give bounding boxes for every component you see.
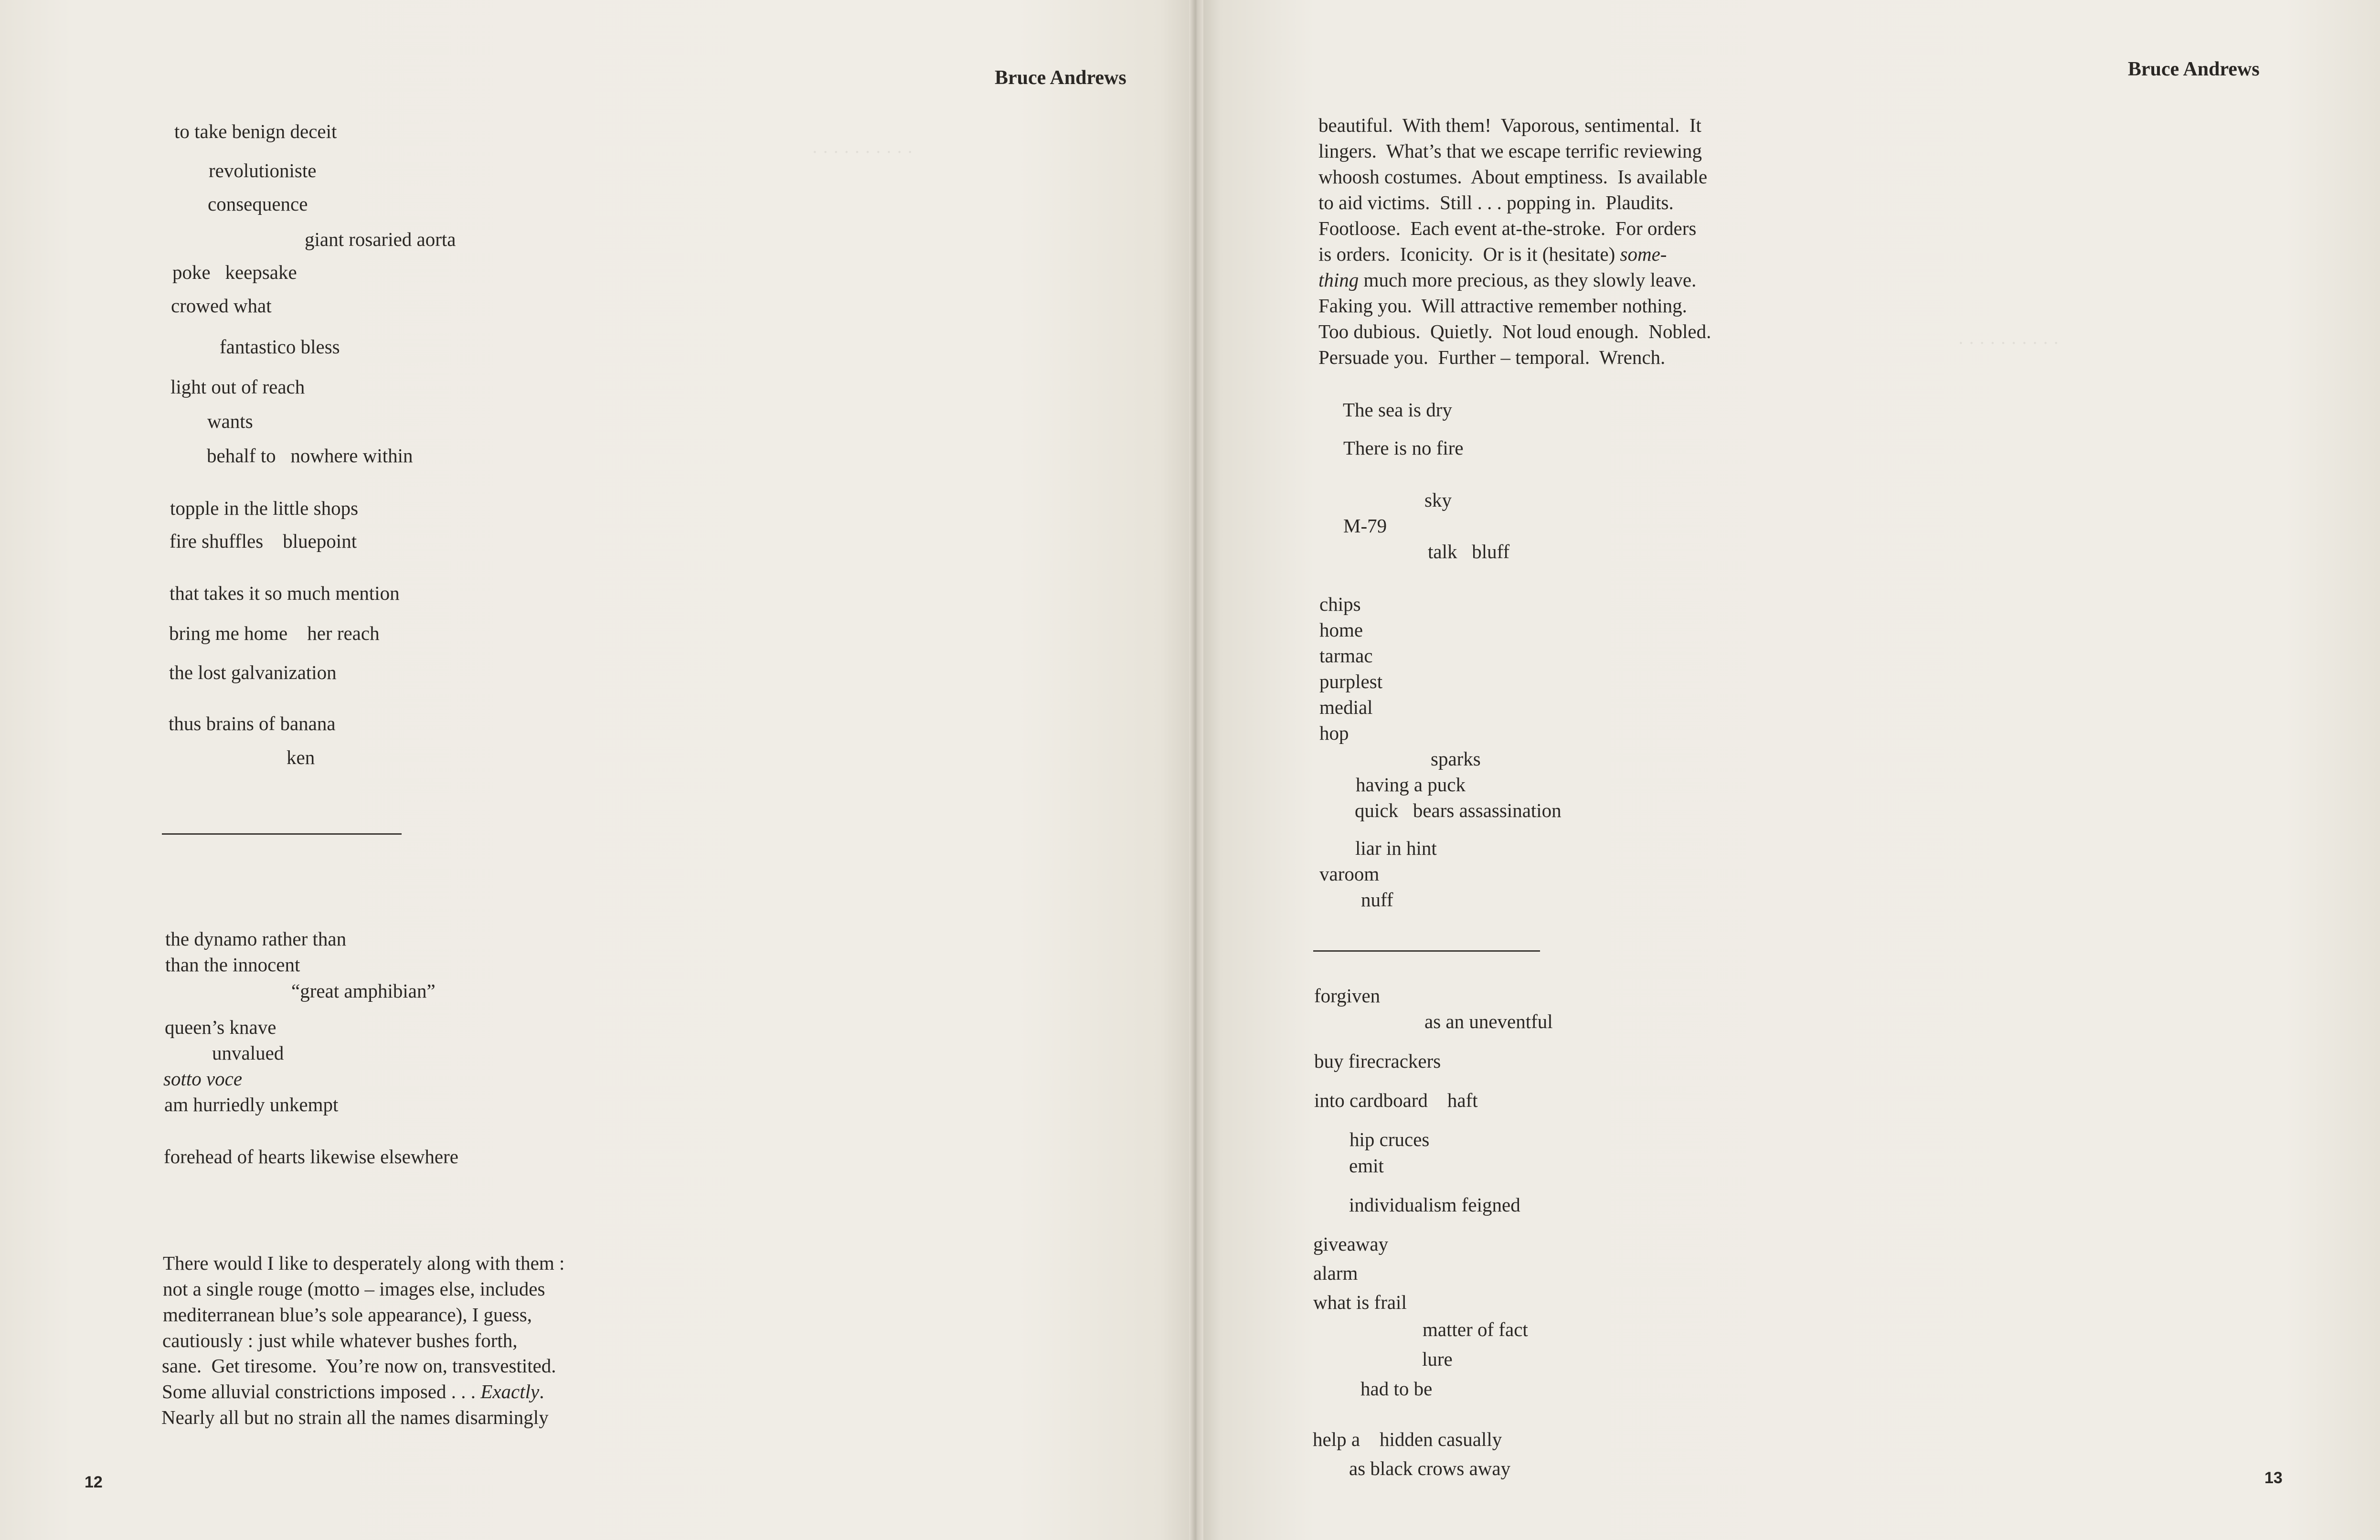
prose-line: is orders. Iconicity. Or is it (hesitate) some-: [1318, 243, 1667, 265]
show-through-right: · · · · · · · · · ·: [1958, 333, 2060, 353]
poem-line: sky: [1424, 489, 1452, 511]
section-divider: [1313, 950, 1540, 952]
prose-line: Faking you. Will attractive remember nothing.: [1318, 295, 1687, 317]
poem-line: The sea is dry: [1343, 399, 1452, 421]
poem-line: matter of fact: [1423, 1318, 1528, 1340]
prose-line: to aid victims. Still . . . popping in. Plaudits.: [1318, 191, 1674, 213]
prose-line: sane. Get tiresome. You’re now on, transvestited.: [162, 1355, 556, 1377]
poem-line: home: [1319, 619, 1363, 641]
page-number-left: 12: [85, 1473, 103, 1491]
poem-line: hip cruces: [1349, 1128, 1430, 1150]
poem-line: the dynamo rather than: [165, 928, 347, 950]
running-head-right: Bruce Andrews: [2128, 58, 2260, 80]
poem-line: medial: [1319, 696, 1373, 718]
poem-line: as black crows away: [1349, 1457, 1511, 1479]
prose-line: Too dubious. Quietly. Not loud enough. Nobled.: [1318, 320, 1711, 342]
poem-line: consequence: [208, 193, 308, 215]
prose-line: lingers. What’s that we escape terrific reviewing: [1318, 140, 1702, 162]
poem-line: bring me home her reach: [169, 622, 380, 644]
prose-line: thing much more precious, as they slowly leave.: [1318, 269, 1697, 291]
poem-line: ken: [287, 746, 315, 768]
poem-line: as an uneventful: [1424, 1010, 1553, 1032]
prose-line: Footloose. Each event at-the-stroke. For orders: [1318, 217, 1697, 239]
poem-line: wants: [207, 410, 253, 432]
prose-line: cautiously : just while whatever bushes forth,: [162, 1329, 518, 1351]
running-head-left: Bruce Andrews: [995, 67, 1126, 89]
poem-line: thus brains of banana: [169, 712, 336, 734]
page-number-right: 13: [2264, 1469, 2283, 1487]
poem-line: emit: [1349, 1155, 1384, 1177]
poem-line: sparks: [1431, 748, 1481, 770]
poem-line: sotto voce: [163, 1068, 243, 1090]
poem-line: talk bluff: [1428, 541, 1510, 563]
poem-line: forgiven: [1314, 985, 1381, 1007]
poem-line: nuff: [1361, 889, 1393, 911]
poem-line: than the innocent: [165, 954, 300, 976]
poem-line: chips: [1319, 593, 1361, 615]
poem-line: to take benign deceit: [174, 120, 337, 142]
poem-line: individualism feigned: [1349, 1194, 1520, 1216]
poem-line: having a puck: [1356, 774, 1466, 796]
poem-line: M-79: [1343, 515, 1387, 537]
poem-line: giant rosaried aorta: [305, 228, 456, 250]
poem-line: what is frail: [1313, 1291, 1407, 1313]
poem-line: lure: [1422, 1348, 1453, 1370]
poem-line: am hurriedly unkempt: [164, 1094, 339, 1115]
poem-line: help a hidden casually: [1313, 1428, 1502, 1450]
poem-line: had to be: [1360, 1378, 1433, 1400]
poem-line: behalf to nowhere within: [207, 445, 413, 467]
poem-line: liar in hint: [1355, 837, 1437, 859]
poem-line: that takes it so much mention: [170, 582, 400, 604]
poem-line: fire shuffles bluepoint: [170, 530, 357, 552]
poem-line: into cardboard haft: [1314, 1089, 1478, 1111]
poem-line: forehead of hearts likewise elsewhere: [164, 1146, 458, 1168]
poem-line: alarm: [1313, 1262, 1358, 1284]
poem-line: topple in the little shops: [170, 497, 359, 519]
prose-line: not a single rouge (motto – images else, includes: [163, 1278, 545, 1300]
poem-line: revolutioniste: [209, 159, 317, 181]
poem-line: crowed what: [171, 295, 272, 317]
poem-line: poke keepsake: [172, 261, 297, 283]
section-divider: [162, 833, 402, 835]
prose-line: mediterranean blue’s sole appearance), I guess,: [163, 1304, 532, 1326]
poem-line: queen’s knave: [165, 1016, 276, 1038]
poem-line: the lost galvanization: [169, 661, 337, 683]
poem-line: fantastico bless: [220, 336, 340, 358]
poem-line: quick bears assassination: [1355, 799, 1562, 821]
prose-line: whoosh costumes. About emptiness. Is available: [1318, 166, 1708, 188]
poem-line: There is no fire: [1343, 437, 1464, 459]
poem-line: light out of reach: [170, 376, 305, 398]
book-gutter: [1189, 0, 1203, 1540]
show-through-left: · · · · · · · · · ·: [812, 142, 914, 162]
poem-line: “great amphibian”: [291, 980, 436, 1002]
prose-line: Persuade you. Further – temporal. Wrench.: [1318, 346, 1666, 368]
prose-line: There would I like to desperately along with them :: [163, 1252, 565, 1274]
poem-line: purplest: [1319, 670, 1383, 692]
poem-line: giveaway: [1313, 1233, 1389, 1255]
poem-line: buy firecrackers: [1314, 1050, 1441, 1072]
poem-line: tarmac: [1319, 645, 1373, 667]
prose-line: beautiful. With them! Vaporous, sentimental. It: [1318, 114, 1701, 136]
prose-line: Nearly all but no strain all the names disarmingly: [161, 1406, 549, 1428]
poem-line: hop: [1319, 722, 1349, 744]
poem-line: varoom: [1319, 863, 1380, 885]
poem-line: unvalued: [212, 1042, 284, 1064]
prose-line: Some alluvial constrictions imposed . . . Exactly.: [162, 1381, 544, 1402]
